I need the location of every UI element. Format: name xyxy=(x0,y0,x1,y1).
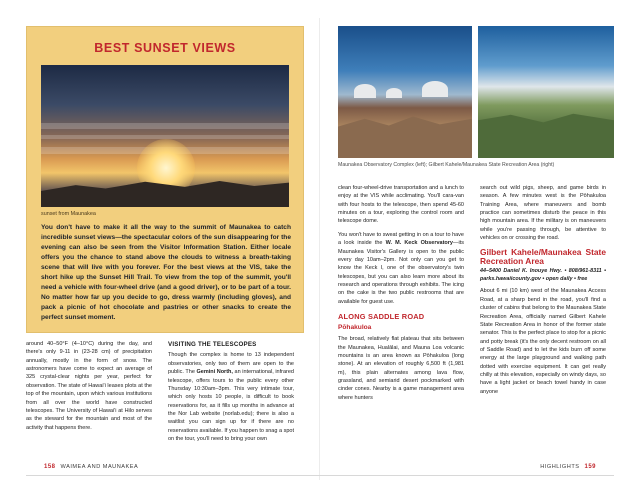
left-column-two xyxy=(168,340,294,448)
cloud-band-1 xyxy=(41,123,289,129)
photo-row xyxy=(338,26,614,158)
right-page xyxy=(330,18,622,480)
along-saddle-road-heading: ALONG SADDLE ROAD xyxy=(338,312,425,322)
gilbert-kahele-heading: Gilbert Kahele/Maunakea State Recreation Area xyxy=(480,246,606,267)
cinder-cone-shape xyxy=(338,102,472,158)
feature-photo-caption: sunset from Maunakea xyxy=(41,211,96,217)
right-photo-caption: Maunakea Observatory Complex (left); Gilbert Kahele/Maunakea State Recreation Area (right) xyxy=(338,162,555,168)
left-col2-text-b: an international, infrared telescope, offers tours to the public every other Thursday 10:30am–3pm. This very intimate tour, which only hosts 10 people, is difficult to book reservations for, as it fills up months in advance at the Nor Lab website (norlab.edu); there is also a waitlist you can sign up for if there are no reservations available. If you happen to snag a spot on the tour, you'll need to bring your own xyxy=(168,369,294,443)
feature-title: BEST SUNSET VIEWS xyxy=(94,41,236,55)
gemini-north-runin: Gemini North, xyxy=(196,369,233,376)
left-column-one xyxy=(26,340,152,437)
visiting-telescopes-heading: VISITING THE TELESCOPES xyxy=(168,341,257,348)
telescope-dome-icon xyxy=(354,84,376,98)
observatory-complex-photo xyxy=(338,26,472,158)
pohakuloa-subheading: Pōhakuloa xyxy=(338,324,372,332)
right-col1-paragraph-1: clean four-wheel-drive transportation and a lunch to enjoy at the VIS while acclimating. You'll cara-van with four hosts to the telescope, then spend 45-60 minutes on a tour, exploring the control room and telescope dome. xyxy=(338,185,464,225)
right-col2-paragraph-2: About 6 mi (10 km) west of the Maunakea Access Road, at a sharp bend in the road, you'll find a cluster of cabins that belong to the Maunakea State Recreation Area, officially named Gilbert Kahele State Recreation Area in honor of the former state senator. This is the perfect place to stop for a picnic and potty break (it's the only decent restroom on all of Saddle Road) and to let the kids burn off some energy at the large playground and walking path dotted with exercise equipment. It can get really chilly at this elevation, especially on windy days, so have a light jacket or beach towel handy in case anyone xyxy=(480,288,606,395)
keck-observatory-runin: W. M. Keck Observatory xyxy=(385,240,453,247)
section-label-left: WAIMEA AND MAUNAKEA xyxy=(60,464,139,470)
footer-right xyxy=(540,464,596,470)
best-sunset-views-feature-box xyxy=(26,26,304,333)
right-col1-text-b: —its Maunakea Visitor's Gallery is open to the public every day 10am–2pm. Not only can you get to know the Keck I, one of the observatory's twin telescopes, but you can also learn more about its research and operations through exhibits. The icing on the cake is the two public restrooms that are available for guest use. xyxy=(338,240,464,305)
telescope-dome-icon xyxy=(386,88,402,98)
page-number-left: 158 xyxy=(44,464,56,470)
right-col1-paragraph-2 xyxy=(338,231,464,306)
shoreline-shape xyxy=(478,104,614,158)
feature-body-text: You don't have to make it all the way to the summit of Maunakea to catch incredible sunset views—the spectacular colors of the sun disappearing for the evening can also be seen from the Visitor Information Station. Either locale offers you the chance to stand above the clouds to witness a breath-taking scene that will live with you forever. For the best views at the VIS, take the short hike up the Sunset Hill Trail. To view from the top of the summit, you'll need a vehicle with four-wheel drive (and a good driver), or to be part of a tour. No matter how far up you decide to go, dress warmly (including gloves), and pack a picnic of hot chocolate and pastries or other snacks to create the perfect sunset moment. xyxy=(41,224,291,322)
listing-meta: 44–5400 Daniel K. Inouye Hwy. • 808/961-8311 • parks.hawaiicounty.gov • open daily • free xyxy=(480,267,606,282)
footer-rule xyxy=(26,475,614,476)
left-col2-text-a: Though the complex is home to 13 independent observatories, only two of them are open to the public. The xyxy=(168,352,294,376)
left-col2-paragraph xyxy=(168,351,294,443)
right-column-one xyxy=(338,184,464,407)
sunset-photo xyxy=(41,65,289,207)
left-page xyxy=(18,18,310,480)
recreation-area-photo xyxy=(478,26,614,158)
section-label-right: HIGHLIGHTS xyxy=(540,464,580,470)
page-gutter xyxy=(319,18,320,480)
right-column-two xyxy=(480,184,606,401)
right-col1-paragraph-3: The broad, relatively flat plateau that sits between the Maunakea, Hualālai, and Mauna Loa volcanic mountains is an area known as Pōhakuloa (long stone). At an elevation of roughly 6,500 ft (1,981 m), this plain alternates among lava flow, grassland, and semiarid desert pockmarked with cinder cones. Nearby is a game management area where hunters xyxy=(338,336,464,401)
right-col1-text-a: You won't have to sweat getting in on a tour to have a look inside the xyxy=(338,231,464,247)
page-number-right: 159 xyxy=(584,464,596,470)
left-col1-paragraph: around 40–50°F (4–10°C) during the day, and there's only 9-11 in (23-28 cm) of precipitation annually, mostly in the form of snow. The astronomers have come to expect an average of 325 crystal-clear nights per year, perfect for observation. The state of Hawai'i leases plots at the top of the mountain, upon which various institutions from all over the world have constructed telescopes. The University of Hawai'i at Hilo serves as the steward for the mountain and most of the activity that happens there. xyxy=(26,341,152,431)
telescope-dome-icon xyxy=(422,81,448,97)
right-col2-paragraph-1: search out wild pigs, sheep, and game birds in season. A few minutes west is the Pōhakuloa Training Area, where maneuvers and bomb practice can sometimes disturb the peace in this high mountain area. If the military is on maneuvers while you're passing through, be attentive to vehicles on or crossing the road. xyxy=(480,185,606,242)
footer-left xyxy=(44,464,138,470)
